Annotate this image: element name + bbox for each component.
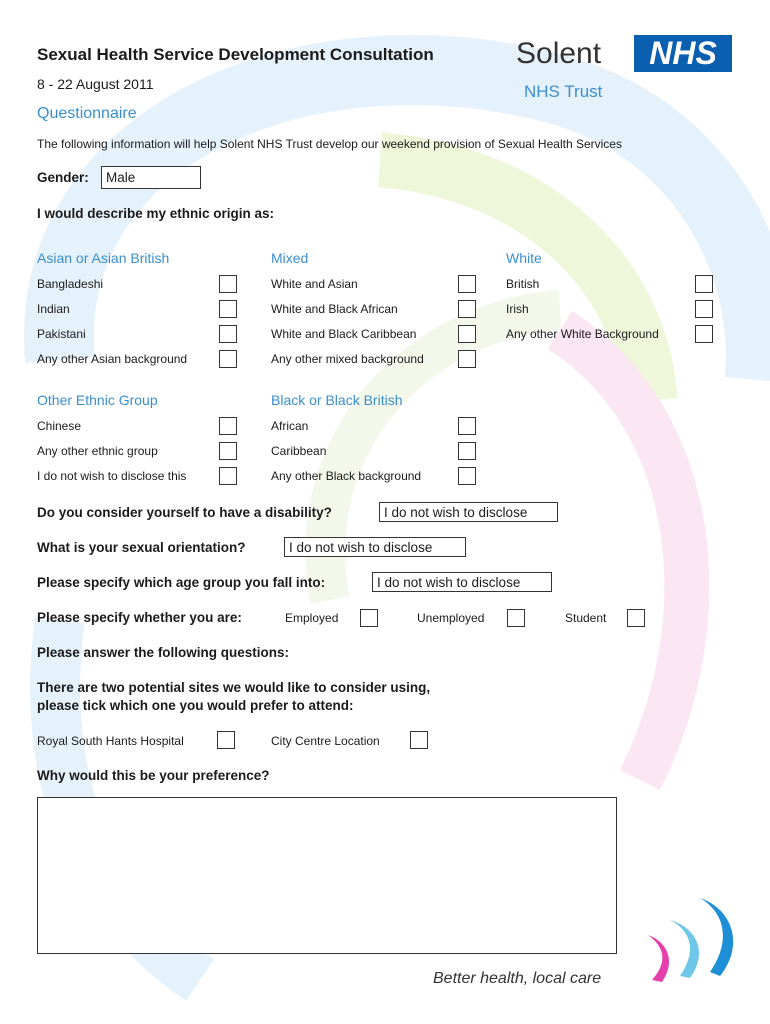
option-label: Student [565, 611, 607, 625]
preference-textarea[interactable] [37, 797, 617, 954]
checkbox-employed[interactable] [360, 609, 378, 627]
option-label: White and Asian [271, 277, 358, 291]
option-label: Indian [37, 302, 70, 316]
checkbox-royal-south-hants[interactable] [217, 731, 235, 749]
option-label: Any other mixed background [271, 352, 424, 366]
age-field[interactable]: I do not wish to disclose [372, 572, 552, 592]
group-heading-other: Other Ethnic Group [37, 392, 158, 408]
group-heading-white: White [506, 250, 542, 266]
logo-trust-text: NHS Trust [524, 82, 603, 101]
sails-logo-icon [640, 890, 740, 990]
age-label: Please specify which age group you fall into: [37, 575, 326, 590]
checkbox-unemployed[interactable] [507, 609, 525, 627]
checkbox-caribbean[interactable] [458, 442, 476, 460]
section-title: Questionnaire [37, 105, 137, 122]
checkbox-other-black[interactable] [458, 467, 476, 485]
checkbox-chinese[interactable] [219, 417, 237, 435]
logo-solent-text: Solent [516, 37, 602, 70]
form-title: Sexual Health Service Development Consultation [37, 45, 434, 64]
option-label: City Centre Location [271, 734, 380, 748]
checkbox-white-black-caribbean[interactable] [458, 325, 476, 343]
disability-field[interactable]: I do not wish to disclose [379, 502, 558, 522]
checkbox-pakistani[interactable] [219, 325, 237, 343]
option-label: African [271, 419, 309, 433]
employment-label: Please specify whether you are: [37, 610, 242, 625]
checkbox-other-white[interactable] [695, 325, 713, 343]
sites-question-line2: please tick which one you would prefer to attend: [37, 698, 354, 713]
checkbox-other-mixed[interactable] [458, 350, 476, 368]
consultation-date: 8 - 22 August 2011 [37, 76, 154, 92]
option-label: I do not wish to disclose this [37, 469, 187, 483]
intro-text: The following information will help Solent NHS Trust develop our weekend provision of Sexual Health Services [37, 137, 622, 151]
option-label: Bangladeshi [37, 277, 104, 291]
preference-question: Why would this be your preference? [37, 768, 270, 783]
tagline: Better health, local care [433, 970, 602, 987]
orientation-field[interactable]: I do not wish to disclose [284, 537, 466, 557]
checkbox-other-asian[interactable] [219, 350, 237, 368]
option-label: Pakistani [37, 327, 86, 341]
option-label: Chinese [37, 419, 82, 433]
checkbox-student[interactable] [627, 609, 645, 627]
option-label: Employed [285, 611, 339, 625]
answer-prompt: Please answer the following questions: [37, 645, 290, 660]
checkbox-white-asian[interactable] [458, 275, 476, 293]
gender-field[interactable]: Male [101, 166, 201, 189]
nhs-logo: NHS [634, 35, 732, 72]
checkbox-white-black-african[interactable] [458, 300, 476, 318]
sites-question-line1: There are two potential sites we would like to consider using, [37, 680, 431, 695]
checkbox-african[interactable] [458, 417, 476, 435]
option-label: Royal South Hants Hospital [37, 734, 184, 748]
option-label: White and Black African [271, 302, 398, 316]
option-label: White and Black Caribbean [271, 327, 417, 341]
group-heading-black: Black or Black British [271, 392, 403, 408]
checkbox-not-disclose[interactable] [219, 467, 237, 485]
option-label: Irish [506, 302, 529, 316]
checkbox-bangladeshi[interactable] [219, 275, 237, 293]
gender-label: Gender: [37, 170, 89, 185]
option-label: Any other White Background [506, 327, 659, 341]
option-label: British [506, 277, 540, 291]
option-label: Unemployed [417, 611, 485, 625]
option-label: Any other Black background [271, 469, 422, 483]
option-label: Any other Asian background [37, 352, 188, 366]
group-heading-asian: Asian or Asian British [37, 250, 170, 266]
ethnic-question: I would describe my ethnic origin as: [37, 206, 275, 221]
checkbox-other-ethnic[interactable] [219, 442, 237, 460]
checkbox-indian[interactable] [219, 300, 237, 318]
checkbox-city-centre[interactable] [410, 731, 428, 749]
checkbox-british[interactable] [695, 275, 713, 293]
option-label: Caribbean [271, 444, 327, 458]
checkbox-irish[interactable] [695, 300, 713, 318]
disability-label: Do you consider yourself to have a disability? [37, 505, 332, 520]
group-heading-mixed: Mixed [271, 250, 309, 266]
orientation-label: What is your sexual orientation? [37, 540, 246, 555]
option-label: Any other ethnic group [37, 444, 158, 458]
